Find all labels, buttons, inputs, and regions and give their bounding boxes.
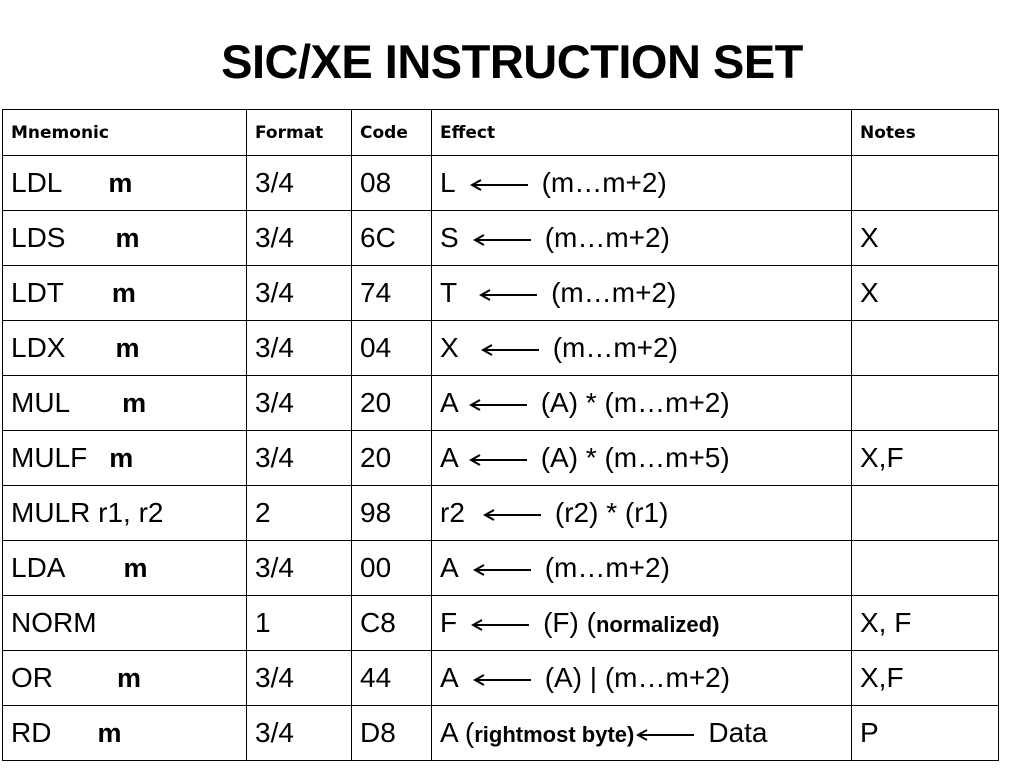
effect-source: (m…m+2) — [541, 167, 667, 198]
cell-effect — [432, 486, 852, 541]
left-arrow-icon — [471, 619, 529, 631]
left-arrow-icon — [473, 674, 531, 686]
table-body — [3, 156, 999, 761]
operand-text: m — [115, 333, 140, 363]
cell-effect — [432, 321, 852, 376]
mnemonic-text: RD — [11, 717, 52, 748]
operand-text: m — [122, 388, 147, 418]
operand-text: m — [111, 278, 136, 308]
cell-notes — [852, 321, 999, 376]
page-title: SIC/XE INSTRUCTION SET — [221, 35, 803, 88]
left-arrow-icon — [481, 344, 539, 356]
left-arrow-icon — [469, 454, 527, 466]
effect-destination: A — [440, 442, 459, 473]
cell-notes: X,F — [852, 431, 999, 486]
effect-source: (m…m+2) — [544, 222, 670, 253]
cell-mnemonic — [3, 321, 247, 376]
cell-mnemonic — [3, 431, 247, 486]
cell-code: 20 — [352, 376, 432, 431]
effect-source-note: normalized) — [595, 612, 720, 637]
table-row — [3, 211, 999, 266]
cell-format: 3/4 — [247, 431, 352, 486]
left-arrow-icon — [473, 564, 531, 576]
cell-notes: X, F — [852, 596, 999, 651]
header-notes: Notes — [852, 110, 999, 156]
cell-format: 3/4 — [247, 211, 352, 266]
cell-format: 2 — [247, 486, 352, 541]
table-header-row — [3, 110, 999, 156]
table-row — [3, 321, 999, 376]
left-arrow-icon — [483, 509, 541, 521]
cell-format: 1 — [247, 596, 352, 651]
mnemonic-text: LDL — [11, 167, 63, 198]
cell-effect — [432, 651, 852, 706]
cell-effect — [432, 266, 852, 321]
mnemonic-text: MULF — [11, 442, 88, 473]
cell-mnemonic — [3, 266, 247, 321]
operand-text: m — [117, 663, 142, 693]
cell-format: 3/4 — [247, 266, 352, 321]
instruction-table — [2, 109, 999, 761]
cell-effect — [432, 156, 852, 211]
cell-mnemonic — [3, 376, 247, 431]
cell-effect — [432, 706, 852, 761]
mnemonic-text: LDX — [11, 332, 66, 363]
cell-notes: X,F — [852, 651, 999, 706]
cell-mnemonic — [3, 706, 247, 761]
effect-destination: A ( — [440, 717, 475, 748]
cell-code: C8 — [352, 596, 432, 651]
table-row — [3, 596, 999, 651]
cell-code: 00 — [352, 541, 432, 596]
cell-mnemonic — [3, 651, 247, 706]
left-arrow-icon — [470, 179, 528, 191]
header-mnemonic: Mnemonic — [3, 110, 247, 156]
cell-notes: X — [852, 211, 999, 266]
operand-text: m — [115, 223, 140, 253]
left-arrow-icon — [469, 399, 527, 411]
cell-notes — [852, 541, 999, 596]
effect-destination: A — [440, 552, 459, 583]
cell-code: 98 — [352, 486, 432, 541]
table-row — [3, 431, 999, 486]
cell-notes: X — [852, 266, 999, 321]
mnemonic-text: MUL — [11, 387, 71, 418]
effect-destination: T — [440, 277, 458, 308]
cell-notes — [852, 486, 999, 541]
effect-source: (A) * (m…m+5) — [540, 442, 730, 473]
cell-code: 08 — [352, 156, 432, 211]
effect-destination: X — [440, 332, 459, 363]
effect-source: (m…m+2) — [552, 332, 678, 363]
effect-source: (A) | (m…m+2) — [544, 662, 731, 693]
effect-destination-note: rightmost byte) — [474, 722, 635, 747]
cell-code: 6C — [352, 211, 432, 266]
cell-notes — [852, 156, 999, 211]
cell-mnemonic — [3, 596, 247, 651]
cell-mnemonic — [3, 211, 247, 266]
operand-text: m — [123, 553, 148, 583]
effect-source: Data — [708, 717, 768, 748]
operand-text: m — [109, 443, 134, 473]
effect-destination: F — [440, 607, 458, 638]
mnemonic-text: LDA — [11, 552, 66, 583]
effect-destination: A — [440, 387, 459, 418]
cell-format: 3/4 — [247, 321, 352, 376]
mnemonic-text: LDT — [11, 277, 64, 308]
effect-source: (m…m+2) — [551, 277, 677, 308]
table-row — [3, 486, 999, 541]
table-row — [3, 651, 999, 706]
effect-source: (F) ( — [543, 607, 596, 638]
table-row — [3, 156, 999, 211]
effect-destination: S — [440, 222, 459, 253]
cell-notes — [852, 376, 999, 431]
effect-source: (A) * (m…m+2) — [540, 387, 730, 418]
cell-code: 44 — [352, 651, 432, 706]
header-code: Code — [352, 110, 432, 156]
mnemonic-text: NORM — [11, 607, 97, 638]
cell-code: 20 — [352, 431, 432, 486]
effect-source: (r2) * (r1) — [554, 497, 669, 528]
operand-text: m — [97, 718, 122, 748]
cell-mnemonic — [3, 486, 247, 541]
table-row — [3, 541, 999, 596]
effect-destination: r2 — [440, 497, 465, 528]
effect-source: (m…m+2) — [544, 552, 670, 583]
table-row — [3, 706, 999, 761]
cell-code: 74 — [352, 266, 432, 321]
cell-mnemonic — [3, 541, 247, 596]
cell-effect — [432, 541, 852, 596]
mnemonic-text: OR — [11, 662, 53, 693]
cell-effect — [432, 431, 852, 486]
cell-format: 3/4 — [247, 541, 352, 596]
operand-text: m — [108, 168, 133, 198]
cell-code: 04 — [352, 321, 432, 376]
header-format: Format — [247, 110, 352, 156]
mnemonic-text: LDS — [11, 222, 66, 253]
cell-notes: P — [852, 706, 999, 761]
cell-mnemonic — [3, 156, 247, 211]
cell-effect — [432, 211, 852, 266]
cell-format: 3/4 — [247, 156, 352, 211]
effect-destination: A — [440, 662, 459, 693]
cell-format: 3/4 — [247, 706, 352, 761]
left-arrow-icon — [636, 729, 694, 741]
effect-destination: L — [440, 167, 456, 198]
table-row — [3, 266, 999, 321]
left-arrow-icon — [479, 289, 537, 301]
left-arrow-icon — [473, 234, 531, 246]
cell-format: 3/4 — [247, 376, 352, 431]
header-effect: Effect — [432, 110, 852, 156]
cell-format: 3/4 — [247, 651, 352, 706]
mnemonic-text: MULR r1, r2 — [11, 497, 164, 528]
cell-effect — [432, 376, 852, 431]
cell-code: D8 — [352, 706, 432, 761]
table-row — [3, 376, 999, 431]
cell-effect — [432, 596, 852, 651]
